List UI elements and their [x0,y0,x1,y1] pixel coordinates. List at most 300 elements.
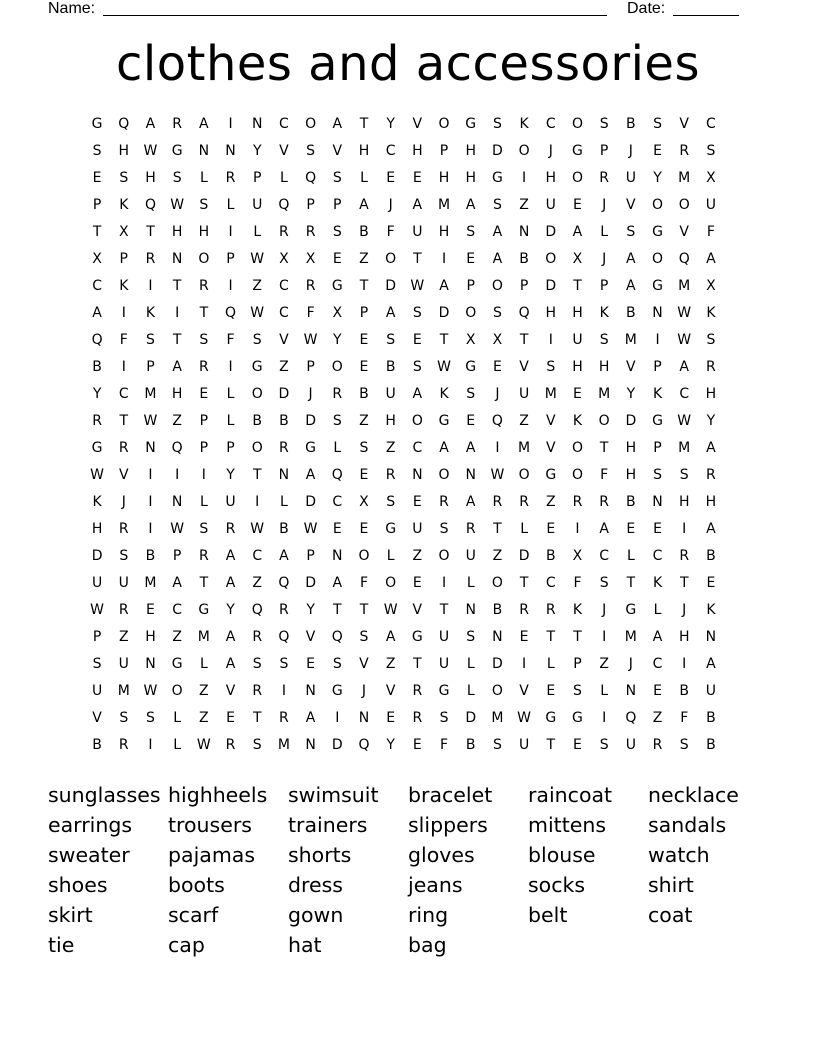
grid-letter: G [411,629,424,645]
grid-letter: L [199,656,209,672]
grid-letter: R [385,467,397,483]
grid-letter: I [441,251,447,267]
grid-letter: F [119,332,129,348]
grid-letter: A [225,575,236,591]
grid-letter: U [118,575,130,591]
grid-letter: Q [678,251,691,267]
grid-letter: C [706,116,717,132]
grid-letter: S [119,548,129,564]
grid-letter: I [281,683,287,699]
grid-letter: P [306,548,316,564]
grid-letter: H [705,494,717,510]
grid-letter: I [522,656,527,672]
grid-letter: L [520,521,529,537]
grid-letter: O [305,116,317,132]
grid-letter: B [545,548,557,564]
grid-letter: C [118,386,130,402]
grid-letter: M [197,629,211,645]
grid-letter: F [440,737,449,753]
grid-letter: U [518,737,530,753]
grid-letter: O [385,251,397,267]
grid-letter: K [706,305,716,321]
grid-letter: R [279,602,290,618]
grid-letter: G [198,602,210,618]
grid-letter: O [652,197,664,213]
grid-letter: O [518,143,531,159]
grid-letter: U [465,548,477,564]
grid-letter: H [118,143,130,159]
grid-letter: I [228,224,234,240]
grid-letter: U [438,629,450,645]
grid-letter: S [306,143,316,159]
grid-letter: I [148,521,154,537]
grid-letter: Z [118,629,130,645]
grid-letter: C [252,548,263,564]
grid-letter: M [144,386,158,402]
grid-letter: U [412,224,423,240]
grid-letter: P [439,143,449,159]
grid-letter: A [572,224,583,240]
grid-letter: N [171,494,183,510]
grid-letter: V [385,683,396,699]
grid-letter: T [119,413,129,429]
grid-letter: A [492,251,503,267]
grid-letter: A [385,629,396,645]
grid-letter: Q [225,305,237,321]
grid-letter: R [252,683,263,699]
grid-letter: Z [172,629,183,645]
grid-letter: P [599,278,609,294]
grid-letter: C [545,575,557,591]
grid-letter: N [518,224,530,240]
grid-letter: W [677,332,692,348]
grid-letter: J [361,683,367,699]
grid-letter: V [359,656,370,672]
grid-letter: S [466,224,476,240]
grid-letter: W [383,602,399,618]
word-bank-item: blouse [528,843,596,867]
grid-letter: G [171,143,184,159]
grid-letter: J [682,602,687,618]
grid-letter: Z [172,413,183,429]
grid-letter: D [545,224,557,240]
grid-letter: R [145,251,156,267]
grid-letter: D [492,143,504,159]
grid-letter: A [706,251,717,267]
grid-letter: L [173,737,182,753]
word-bank-item: sweater [48,843,130,867]
grid-letter: N [492,629,504,645]
name-field-line[interactable] [103,15,607,16]
grid-letter: Q [251,602,264,618]
grid-letter: S [386,494,396,510]
grid-letter: T [679,575,689,591]
grid-letter: O [571,467,584,483]
grid-letter: G [305,440,317,456]
grid-letter: Z [652,710,663,726]
grid-letter: D [305,413,317,429]
grid-letter: A [305,710,316,726]
grid-letter: H [145,629,157,645]
grid-letter: V [92,710,103,726]
grid-letter: V [412,602,423,618]
grid-letter: Q [278,575,290,591]
grid-letter: A [492,224,503,240]
grid-letter: E [332,251,343,267]
grid-letter: T [359,278,369,294]
grid-letter: T [359,602,369,618]
grid-letter: E [359,332,369,348]
grid-letter: H [145,170,157,186]
grid-letter: W [250,251,265,267]
letter-grid [84,113,725,761]
grid-letter: Q [278,197,290,213]
grid-letter: S [279,656,289,672]
grid-letter: K [439,386,450,402]
grid-letter: E [626,521,636,537]
grid-letter: M [624,629,638,645]
word-bank-item: shirt [648,873,694,897]
grid-letter: T [573,278,583,294]
grid-letter: X [492,332,503,348]
grid-letter: G [572,143,584,159]
grid-letter: V [626,197,637,213]
grid-letter: U [705,683,717,699]
grid-letter: A [599,521,610,537]
grid-letter: S [599,332,610,348]
grid-letter: H [572,359,584,375]
grid-letter: S [412,305,423,321]
page-title: clothes and accessories [116,36,700,92]
grid-letter: O [358,548,370,564]
grid-letter: X [465,332,477,348]
grid-letter: S [92,143,103,159]
grid-letter: N [652,305,664,321]
grid-letter: R [465,521,477,537]
grid-letter: E [146,602,156,618]
grid-letter: S [599,116,610,132]
grid-letter: R [198,278,210,294]
grid-letter: M [277,737,291,753]
grid-letter: A [679,359,690,375]
grid-letter: E [412,575,423,591]
grid-letter: O [518,467,531,483]
grid-letter: D [545,278,557,294]
grid-letter: S [466,629,476,645]
grid-letter: R [519,602,530,618]
grid-letter: F [359,575,369,591]
grid-letter: E [359,521,369,537]
grid-letter: I [175,467,180,483]
grid-letter: I [175,305,180,321]
grid-letter: A [439,440,450,456]
grid-letter: A [199,116,210,132]
grid-letter: T [573,629,583,645]
grid-letter: W [170,521,185,537]
grid-letter: S [599,575,610,591]
grid-letter: R [252,629,263,645]
grid-letter: T [519,575,529,591]
grid-letter: J [602,197,607,213]
grid-letter: S [439,710,449,726]
grid-letter: K [119,197,129,213]
grid-letter: Y [226,467,236,483]
grid-letter: X [305,251,316,267]
grid-letter: J [602,602,607,618]
date-label: Date: [627,0,666,17]
grid-letter: A [652,629,663,645]
grid-letter: G [572,710,584,726]
grid-letter: I [522,170,527,186]
name-label: Name: [48,0,96,17]
grid-letter: O [491,575,504,591]
grid-letter: W [250,521,265,537]
grid-letter: R [599,170,610,186]
grid-letter: G [652,413,664,429]
grid-letter: P [199,440,209,456]
grid-letter: P [199,413,209,429]
grid-letter: I [148,494,154,510]
grid-letter: T [546,629,556,645]
grid-letter: G [331,278,344,294]
grid-letter: A [305,467,316,483]
grid-letter: Q [518,305,531,321]
grid-letter: F [226,332,236,348]
grid-letter: Y [226,602,236,618]
grid-letter: B [279,521,290,537]
grid-letter: L [173,710,182,726]
grid-letter: P [466,278,476,294]
word-bank-item: skirt [48,903,93,927]
grid-letter: F [306,305,316,321]
grid-letter: L [466,683,476,699]
grid-letter: B [385,359,396,375]
grid-letter: U [518,386,530,402]
word-bank-item: highheels [168,783,268,807]
word-bank-item: gown [288,903,344,927]
grid-letter: R [118,737,130,753]
grid-letter: A [332,575,343,591]
grid-letter: D [518,548,530,564]
grid-letter: R [332,386,343,402]
grid-letter: N [145,656,157,672]
grid-letter: W [250,305,265,321]
grid-letter: D [331,737,344,753]
grid-letter: T [333,602,343,618]
grid-letter: C [545,116,557,132]
grid-letter: E [226,710,236,726]
grid-letter: P [359,305,369,321]
grid-letter: H [545,305,557,321]
grid-letter: P [599,143,609,159]
grid-letter: Z [412,548,423,564]
grid-letter: H [465,170,477,186]
grid-letter: E [573,737,583,753]
grid-letter: G [652,224,664,240]
grid-letter: N [412,467,424,483]
grid-letter: W [303,332,319,348]
grid-letter: R [118,440,130,456]
word-bank-item: ring [408,903,449,927]
word-bank-item: raincoat [528,783,613,807]
grid-letter: O [571,440,584,456]
grid-letter: P [653,440,663,456]
grid-letter: J [495,386,500,402]
grid-letter: Q [331,467,344,483]
grid-letter: R [599,494,610,510]
grid-letter: B [359,224,370,240]
grid-letter: V [332,143,343,159]
grid-letter: V [279,332,290,348]
grid-letter: S [199,332,209,348]
grid-letter: M [144,575,158,591]
grid-letter: N [171,251,183,267]
grid-letter: S [252,737,263,753]
grid-letter: W [677,305,692,321]
grid-letter: O [331,359,344,375]
grid-letter: G [625,602,637,618]
grid-letter: W [90,467,105,483]
grid-letter: B [92,359,103,375]
grid-letter: A [412,386,423,402]
grid-letter: V [626,359,637,375]
grid-letter: E [332,521,343,537]
grid-letter: I [602,710,607,726]
grid-letter: K [706,602,716,618]
grid-letter: Q [625,710,637,726]
grid-letter: P [252,170,262,186]
grid-letter: E [573,386,583,402]
grid-letter: J [628,143,634,159]
grid-letter: B [492,602,503,618]
grid-letter: C [92,278,103,294]
grid-letter: E [92,170,103,186]
grid-letter: W [143,413,158,429]
grid-letter: B [626,494,637,510]
grid-letter: W [143,143,158,159]
grid-letter: Z [599,656,610,672]
grid-letter: J [121,494,127,510]
grid-letter: C [385,143,397,159]
grid-letter: U [385,386,397,402]
grid-letter: Y [386,116,396,132]
grid-letter: I [682,656,687,672]
grid-letter: Y [92,386,102,402]
grid-letter: R [172,116,183,132]
grid-letter: V [118,467,130,483]
grid-letter: I [575,521,581,537]
grid-letter: O [251,386,264,402]
grid-letter: Y [252,143,262,159]
grid-letter: I [228,359,234,375]
word-bank-item: coat [648,903,693,927]
grid-letter: E [306,656,316,672]
grid-letter: T [199,575,209,591]
grid-letter: N [332,548,344,564]
grid-letter: N [652,494,664,510]
grid-letter: I [548,332,554,348]
grid-letter: M [437,197,451,213]
grid-letter: A [225,629,236,645]
grid-letter: T [359,116,369,132]
grid-letter: W [303,521,319,537]
grid-letter: S [706,332,716,348]
grid-letter: A [145,116,156,132]
grid-letter: U [91,683,103,699]
grid-letter: J [628,656,634,672]
grid-letter: E [653,521,663,537]
grid-letter: H [198,224,210,240]
grid-letter: A [706,440,717,456]
grid-letter: R [305,224,316,240]
grid-letter: S [332,224,343,240]
grid-letter: P [226,440,236,456]
grid-letter: J [602,251,607,267]
grid-letter: F [706,224,716,240]
grid-letter: L [199,170,209,186]
word-bank-item: gloves [408,843,475,867]
grid-letter: R [679,548,690,564]
grid-letter: W [143,683,158,699]
grid-letter: S [92,656,103,672]
grid-letter: Q [305,170,317,186]
grid-letter: D [305,575,317,591]
grid-letter: I [148,737,154,753]
grid-letter: O [598,413,611,429]
grid-letter: R [679,143,690,159]
grid-letter: C [332,494,343,510]
grid-letter: D [385,278,397,294]
grid-letter: G [331,683,344,699]
grid-letter: O [571,116,584,132]
grid-letter: E [412,170,423,186]
grid-letter: V [225,683,236,699]
header [48,0,748,20]
grid-letter: I [602,629,607,645]
grid-letter: M [624,332,638,348]
grid-letter: I [441,575,447,591]
grid-letter: K [572,413,583,429]
grid-letter: U [252,197,263,213]
grid-letter: P [146,359,156,375]
word-bank-item: necklace [648,783,739,807]
grid-letter: P [92,629,102,645]
grid-letter: N [225,143,237,159]
grid-letter: B [706,710,717,726]
grid-letter: I [148,467,154,483]
grid-letter: Y [333,332,343,348]
grid-letter: U [572,332,584,348]
grid-letter: P [573,656,583,672]
grid-letter: L [386,548,396,564]
date-field-line[interactable] [673,15,739,16]
grid-letter: Z [385,440,396,456]
grid-letter: H [438,224,450,240]
grid-letter: P [653,359,663,375]
grid-letter: M [678,278,691,294]
grid-letter: N [251,116,263,132]
grid-letter: B [706,548,717,564]
grid-letter: A [92,305,103,321]
grid-letter: L [360,170,369,186]
grid-letter: G [438,683,450,699]
grid-letter: I [148,278,154,294]
grid-letter: X [332,305,343,321]
grid-letter: D [625,413,637,429]
grid-letter: T [172,278,182,294]
grid-letter: V [519,359,530,375]
grid-letter: Z [492,548,503,564]
